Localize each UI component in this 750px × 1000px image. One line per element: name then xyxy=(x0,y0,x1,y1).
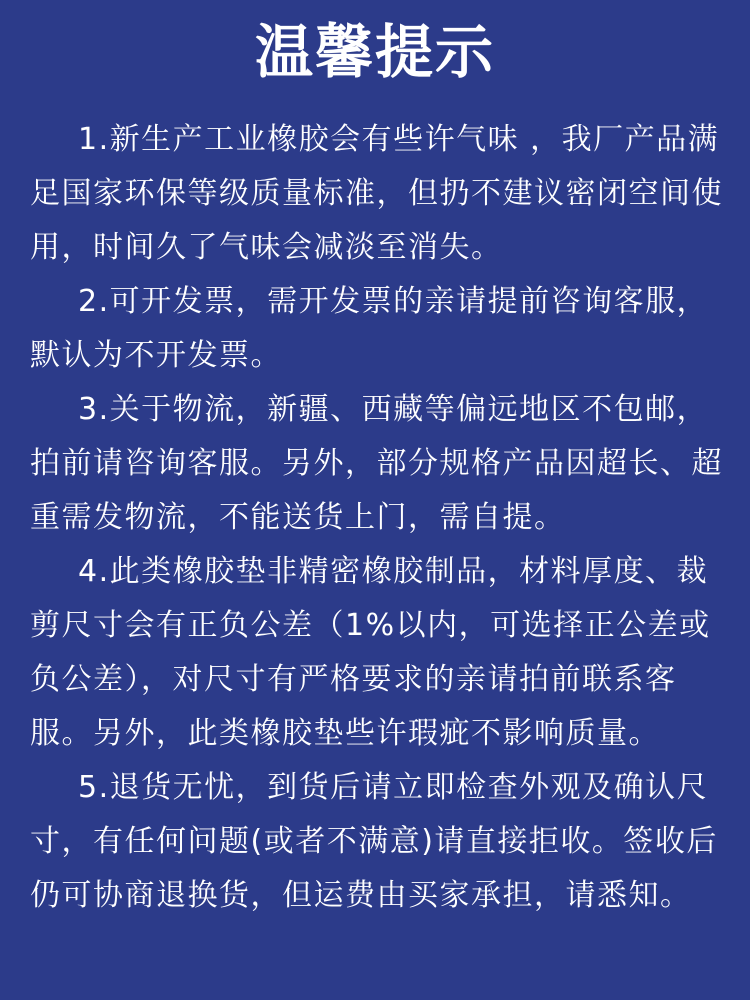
notice-item-invoice: 2.可开发票，需开发票的亲请提前咨询客服，默认为不开发票。 xyxy=(30,284,709,373)
notice-item-returns: 5.退货无忧，到货后请立即检查外观及确认尺寸，有任何问题(或者不满意)请直接拒收。签收后仍可协商退换货，但运费由买家承担，请悉知。 xyxy=(30,770,718,913)
notice-body xyxy=(30,113,726,923)
notice-title: 温馨提示 xyxy=(254,18,495,86)
notice-item-odor: 1.新生产工业橡胶会有些许气味 ，我厂产品满足国家环保等级质量标准，但扔不建议密闭空间使用，时间久了气味会减淡至消失。 xyxy=(30,122,723,265)
notice-item-shipping: 3.关于物流，新疆、西藏等偏远地区不包邮，拍前请咨询客服。另外，部分规格产品因超长、超重需发物流，不能送货上门，需自提。 xyxy=(30,392,723,535)
notice-item-tolerance: 4.此类橡胶垫非精密橡胶制品，材料厚度、裁剪尺寸会有正负公差（1%以内，可选择正公差或负公差），对尺寸有严格要求的亲请拍前联系客服。另外，此类橡胶垫些许瑕疵不影响质量。 xyxy=(30,554,711,751)
